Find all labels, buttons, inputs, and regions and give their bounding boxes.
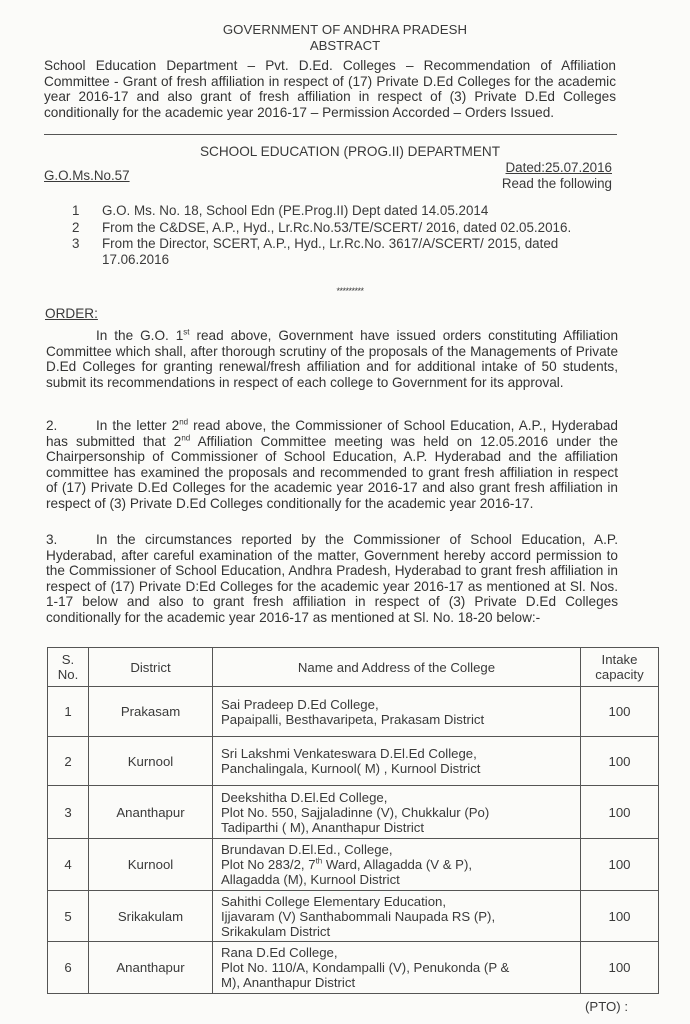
colleges-table [47,647,659,994]
cell-serial-number: 5 [48,891,89,942]
cell-district: Kurnool [89,839,213,891]
reference-item [72,236,592,267]
references-list [72,203,592,268]
cell-serial-number: 3 [48,786,89,839]
cell-serial-number: 1 [48,687,89,737]
address-line: Ijjavaram (V) Santhabommali Naupada RS (P), [221,908,496,924]
reference-text: From the Director, SCERT, A.P., Hyd., Lr.Rc.No. 3617/A/SCERT/ 2015, dated 17.06.2016 [102,236,559,267]
reference-item [72,220,592,236]
header-intake-capacity [581,648,659,687]
address-line: Sahithi College Elementary Education, [221,893,447,909]
address-line: M), Ananthapur District [221,975,356,990]
cell-address [213,786,581,839]
read-following-label: Read the following [501,176,612,191]
cell-intake: 100 [581,786,659,839]
address-line: Rana D.Ed College, [221,945,338,960]
subject-divider [44,134,617,135]
header-serial-number [48,648,89,687]
para1-lead: In the G.O. 1 [96,328,184,343]
order-date: Dated:25.07.2016 [505,160,612,175]
table-row [48,839,659,891]
cell-serial-number: 6 [48,942,89,994]
order-heading: ORDER: [45,306,98,321]
cell-district: Ananthapur [89,942,213,994]
header-intake-line1: Intake [601,652,638,667]
cell-intake: 100 [581,839,659,891]
cell-address [213,891,581,942]
para2-superscript-2: nd [181,433,191,443]
address-line: Plot No. 550, Sajjaladinne (V), Chukkalur (Po) [221,804,490,820]
para3-number: 3. [46,532,58,547]
cell-intake: 100 [581,737,659,786]
table-row [48,891,659,942]
para2-number: 2. [46,418,58,433]
reference-number: 1 [72,203,80,218]
address-line: Sai Pradeep D.Ed College, [221,696,379,712]
cell-intake: 100 [581,687,659,737]
para1-superscript: st [183,327,190,337]
table-row [48,687,659,737]
address-line: Deekshitha D.El.Ed College, [221,789,388,805]
cell-district: Ananthapur [89,786,213,839]
header-district: District [89,648,213,687]
address-part: Plot No 283/2, 7 [221,857,316,872]
order-paragraph-2 [46,418,618,512]
order-paragraph-3 [46,532,618,626]
order-paragraph-1 [46,328,618,390]
cell-intake: 100 [581,891,659,942]
subject-abstract: School Education Department – Pvt. D.Ed. Colleges – Recommendation of Affiliation Committee - Grant of fresh affiliation in respect of (17) Private D.Ed Colleges for the academic year 2016-17 and also grant of fresh affiliation in respect of (3) Private D.Ed Colleges conditionally for the academic year 2016-17 – Permission Accorded – Orders Issued. [44,58,616,120]
department-heading: SCHOOL EDUCATION (PROG.II) DEPARTMENT [199,144,501,159]
reference-number: 3 [72,236,80,251]
para1-text: read above, Government have issued orders constituting Affiliation Committee which shall, after thorough scrutiny of the proposals of the Managements of Private D.Ed Colleges for granting renewal/fresh affiliation and for additional intake of 50 students, submit its recommendations in respect of each college to Government for its approval. [46,328,619,390]
address-line: Panchalingala, Kurnool( M) , Kurnool District [221,761,481,776]
abstract-heading: ABSTRACT [309,38,381,53]
cell-district: Prakasam [89,687,213,737]
cell-serial-number: 2 [48,737,89,786]
header-intake-line2: capacity [595,667,644,682]
please-turn-over-note: (PTO) : [585,999,628,1014]
reference-number: 2 [72,219,80,235]
para2-text: Affiliation Committee meeting was held on 12.05.2016 under the Chairpersonship of Commissioner of School Education, A.P. Hyderabad and the affiliation committee has examined the proposals and recommended to grant fresh affiliation in respect of (17) Private D.Ed Colleges for the academic year 2016-17 and also grant fresh affiliation in respect of (3) Private D.Ed Colleges conditionally for the academic year 2016-17. [46,433,618,511]
reference-text: G.O. Ms. No. 18, School Edn (PE.Prog.II) Dept dated 14.05.2014 [102,203,489,218]
section-separator: ********* [336,286,364,296]
address-line: Brundavan D.El.Ed., College, [221,842,393,857]
address-line: Sri Lakshmi Venkateswara D.El.Ed College, [221,746,477,761]
reference-item [72,203,592,219]
table-row [48,737,659,786]
address-line-with-ordinal [221,857,576,872]
cell-intake: 100 [581,942,659,994]
cell-address [213,839,581,891]
table-row [48,942,659,994]
cell-address [213,687,581,737]
cell-address [213,942,581,994]
para2-lead: In the letter 2 [96,418,180,433]
header-sno-line2: No. [57,667,79,682]
ordinal-superscript: th [315,856,323,866]
cell-address [213,737,581,786]
address-part: Ward, Allagadda (V & P), [322,857,473,872]
table-header-row [48,648,659,687]
reference-text: From the C&DSE, A.P., Hyd., Lr.Rc.No.53/TE/SCERT/ 2016, dated 02.05.2016. [102,219,572,235]
para3-text: In the circumstances reported by the Commissioner of School Education, A.P. Hyderabad, after careful examination of the matter, Government hereby accord permission to the Commissioner of School Education, Andhra Pradesh, Hyderabad to grant fresh affiliation in respect of (17) Private D:Ed Colleges for the academic year 2016-17 as mentioned at Sl. Nos. 1-17 below and also to grant fresh affiliation in respect of (3) Private D.Ed Colleges conditionally for the academic year 2016-17 as mentioned at Sl. No. 18-20 below:- [46,532,618,625]
government-heading: GOVERNMENT OF ANDHRA PRADESH [222,22,468,37]
address-line: Papaipalli, Besthavaripeta, Prakasam District [221,711,485,727]
cell-serial-number: 4 [48,839,89,891]
address-line: Tadiparthi ( M), Ananthapur District [221,819,425,835]
header-sno-line1: S. [61,652,75,667]
address-line: Allagadda (M), Kurnool District [221,872,400,887]
para2-mid: read above, the Commissioner of School Education, A.P., Hyderabad has submitted that 2 [46,418,618,449]
go-number: G.O.Ms.No.57 [44,168,130,183]
cell-district: Srikakulam [89,891,213,942]
header-name-address: Name and Address of the College [213,648,581,687]
address-line: Srikakulam District [221,923,331,939]
cell-district: Kurnool [89,737,213,786]
address-line: Plot No. 110/A, Kondampalli (V), Penukonda (P & [221,960,510,975]
para2-superscript-1: nd [179,417,189,427]
table-row [48,786,659,839]
